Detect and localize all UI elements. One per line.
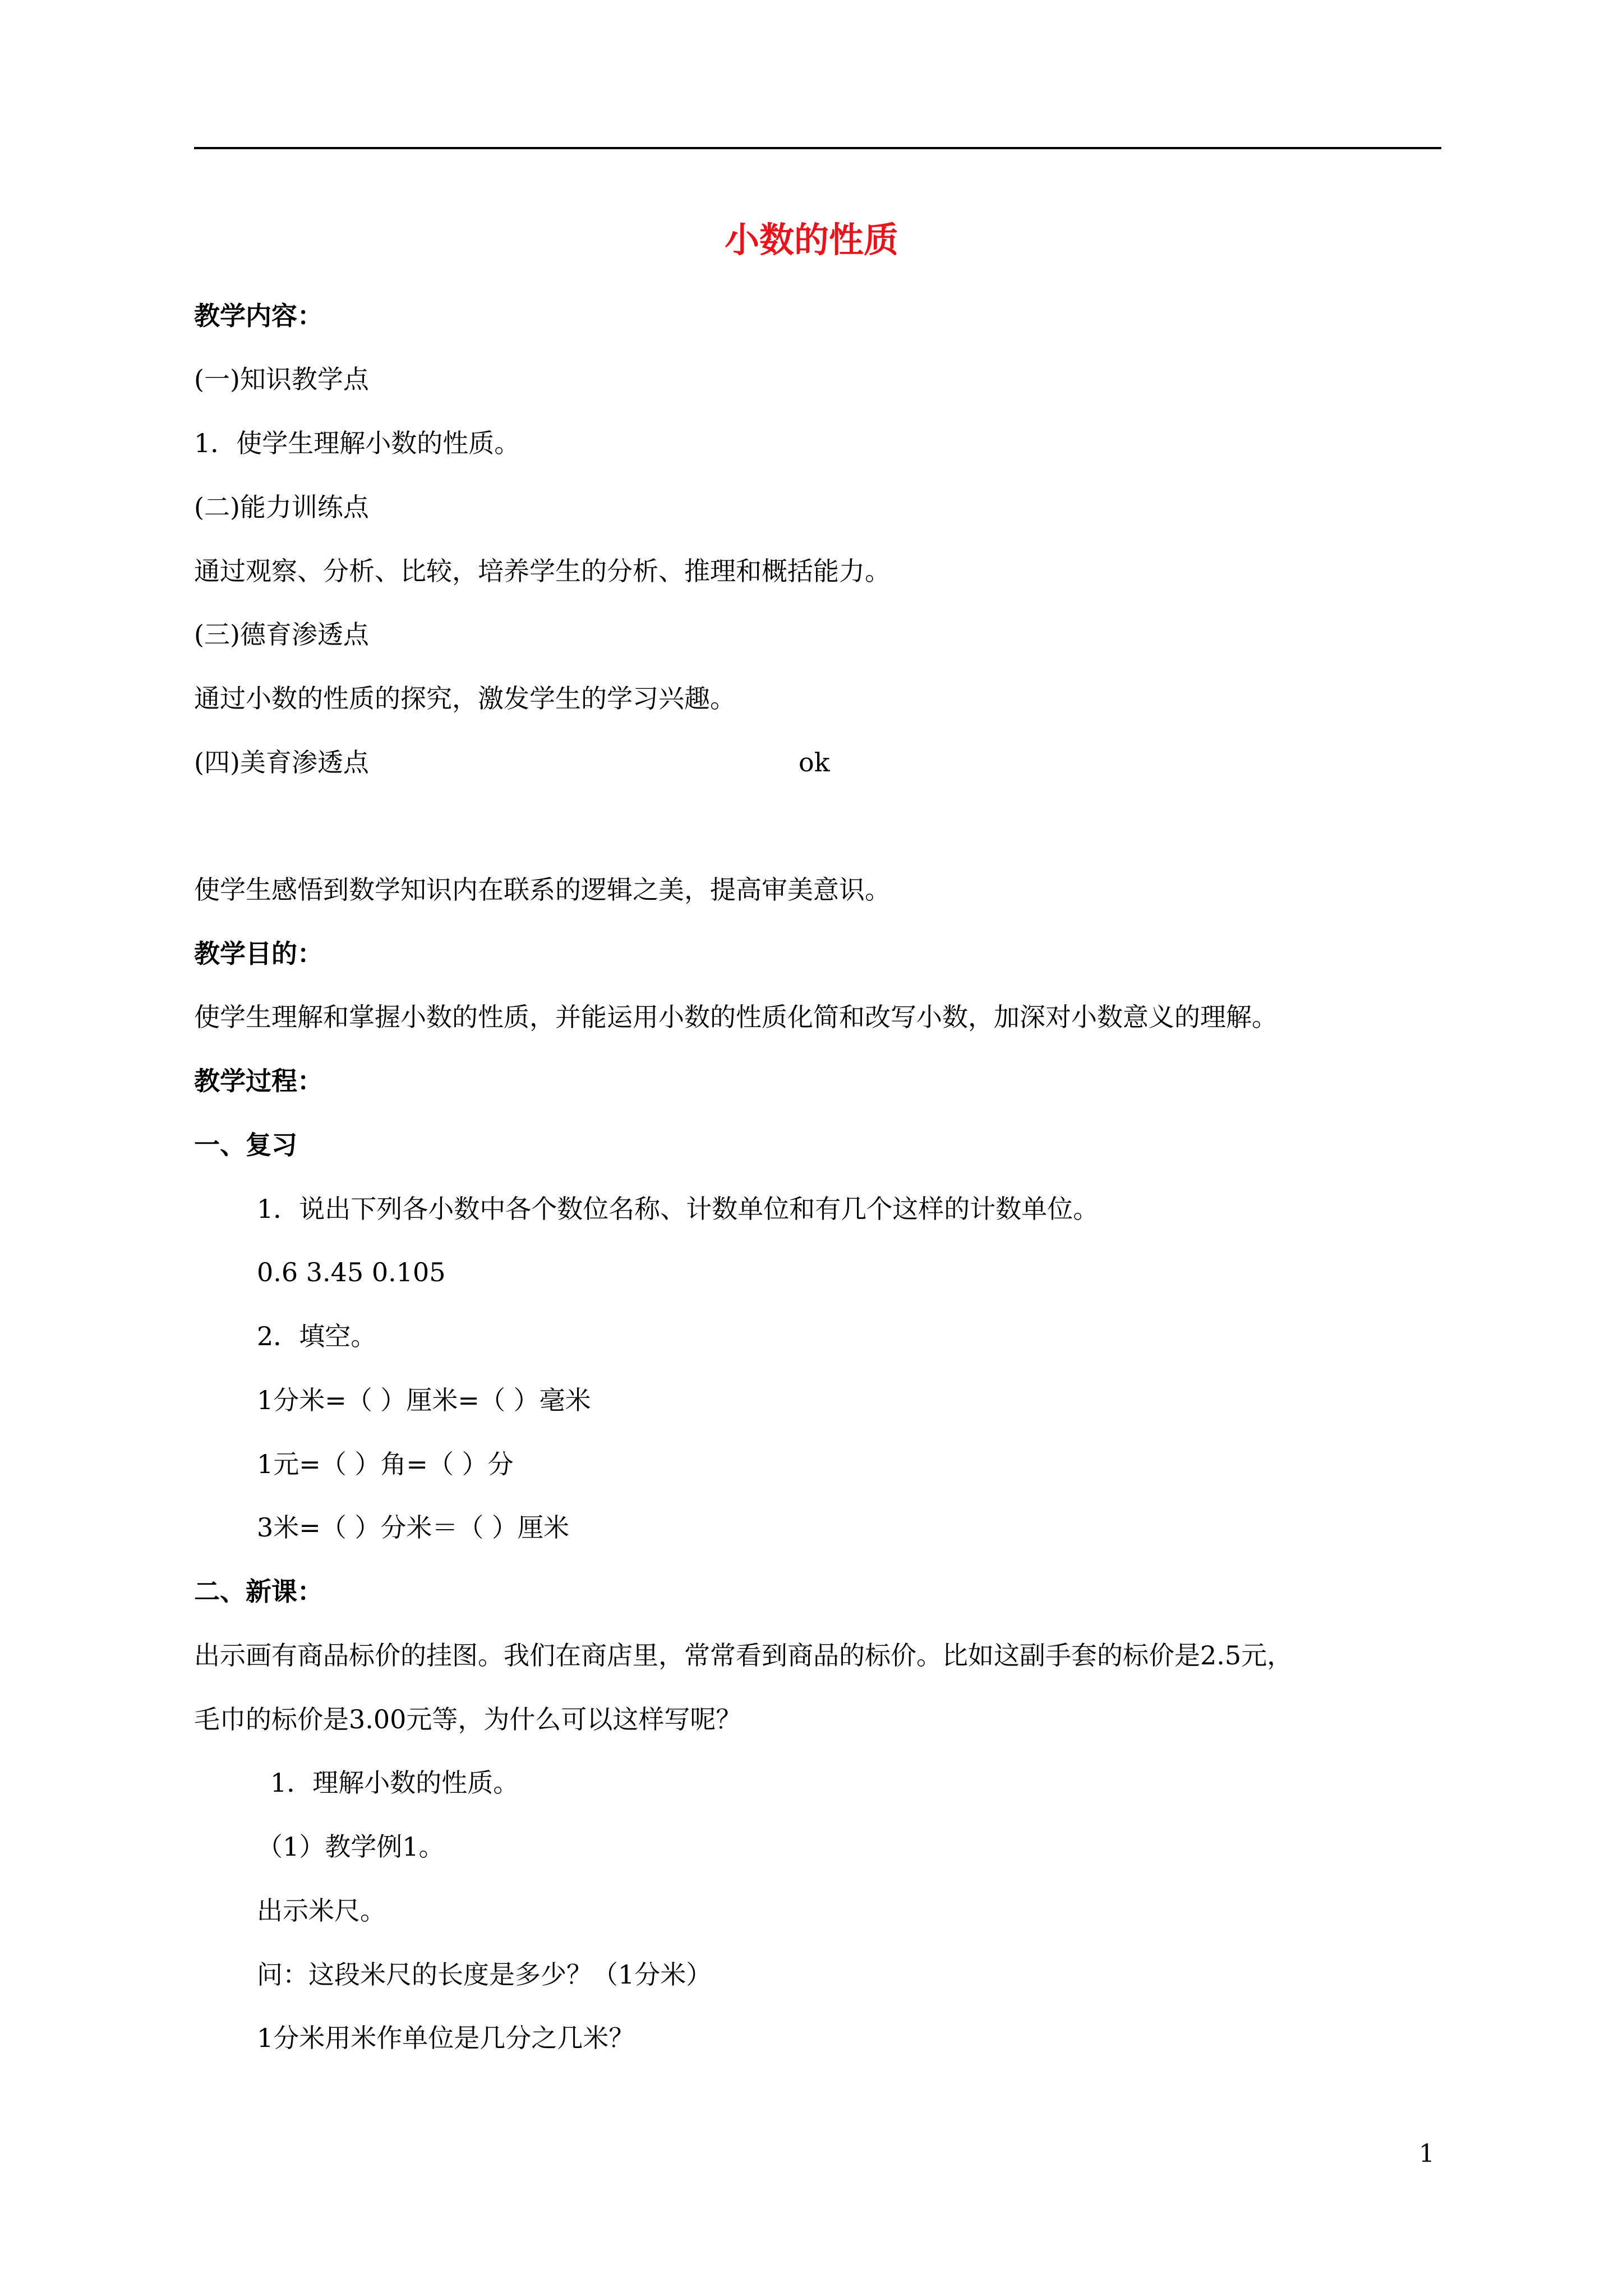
paragraph: 1．说出下列各小数中各个数位名称、计数单位和有几个这样的计数单位。 (257, 1194, 1099, 1224)
paragraph: 2．填空。 (257, 1321, 377, 1351)
section-aesthetic-education: (四)美育渗透点 (194, 747, 369, 777)
paragraph: 出示画有商品标价的挂图。我们在商店里，常常看到商品的标价。比如这副手套的标价是2.5元， (194, 1640, 1293, 1671)
label-teaching-goal: 教学目的： (194, 938, 323, 969)
header-rule (194, 147, 1441, 149)
paragraph: 1．理解小数的性质。 (270, 1768, 519, 1798)
paragraph: 1分米用米作单位是几分之几米？ (257, 2023, 635, 2053)
inline-note: ok (799, 747, 830, 777)
heading-new-lesson: 二、新课： (194, 1576, 323, 1607)
paragraph: 出示米尺。 (257, 1895, 386, 1926)
paragraph: 使学生感悟到数学知识内在联系的逻辑之美，提高审美意识。 (194, 875, 891, 905)
label-teaching-process: 教学过程： (194, 1066, 323, 1096)
paragraph: 使学生理解和掌握小数的性质，并能运用小数的性质化简和改写小数，加深对小数意义的理解。 (194, 1002, 1278, 1032)
section-knowledge-points: (一)知识教学点 (194, 364, 369, 394)
paragraph: 问：这段米尺的长度是多少？（1分米） (257, 1959, 712, 1990)
paragraph: 1．使学生理解小数的性质。 (194, 428, 520, 458)
paragraph: （1）教学例1。 (257, 1832, 445, 1862)
paragraph: 通过小数的性质的探究，激发学生的学习兴趣。 (194, 683, 736, 714)
page-title: 小数的性质 (724, 219, 898, 260)
fill-blank-line: 1元=（ ）角=（ ）分 (257, 1449, 514, 1479)
section-moral-education: (三)德育渗透点 (194, 619, 369, 650)
paragraph: 0.6 3.45 0.105 (257, 1257, 446, 1287)
label-teaching-content: 教学内容： (194, 301, 323, 331)
page-number: 1 (1419, 2139, 1435, 2168)
paragraph: 通过观察、分析、比较，培养学生的分析、推理和概括能力。 (194, 556, 891, 586)
fill-blank-line: 1分米=（ ）厘米=（ ）毫米 (257, 1385, 591, 1415)
heading-review: 一、复习 (194, 1130, 297, 1160)
fill-blank-line: 3米=（ ）分米＝（ ）厘米 (257, 1512, 570, 1543)
section-ability-training: (二)能力训练点 (194, 492, 369, 522)
paragraph: 毛巾的标价是3.00元等，为什么可以这样写呢？ (194, 1704, 742, 1734)
